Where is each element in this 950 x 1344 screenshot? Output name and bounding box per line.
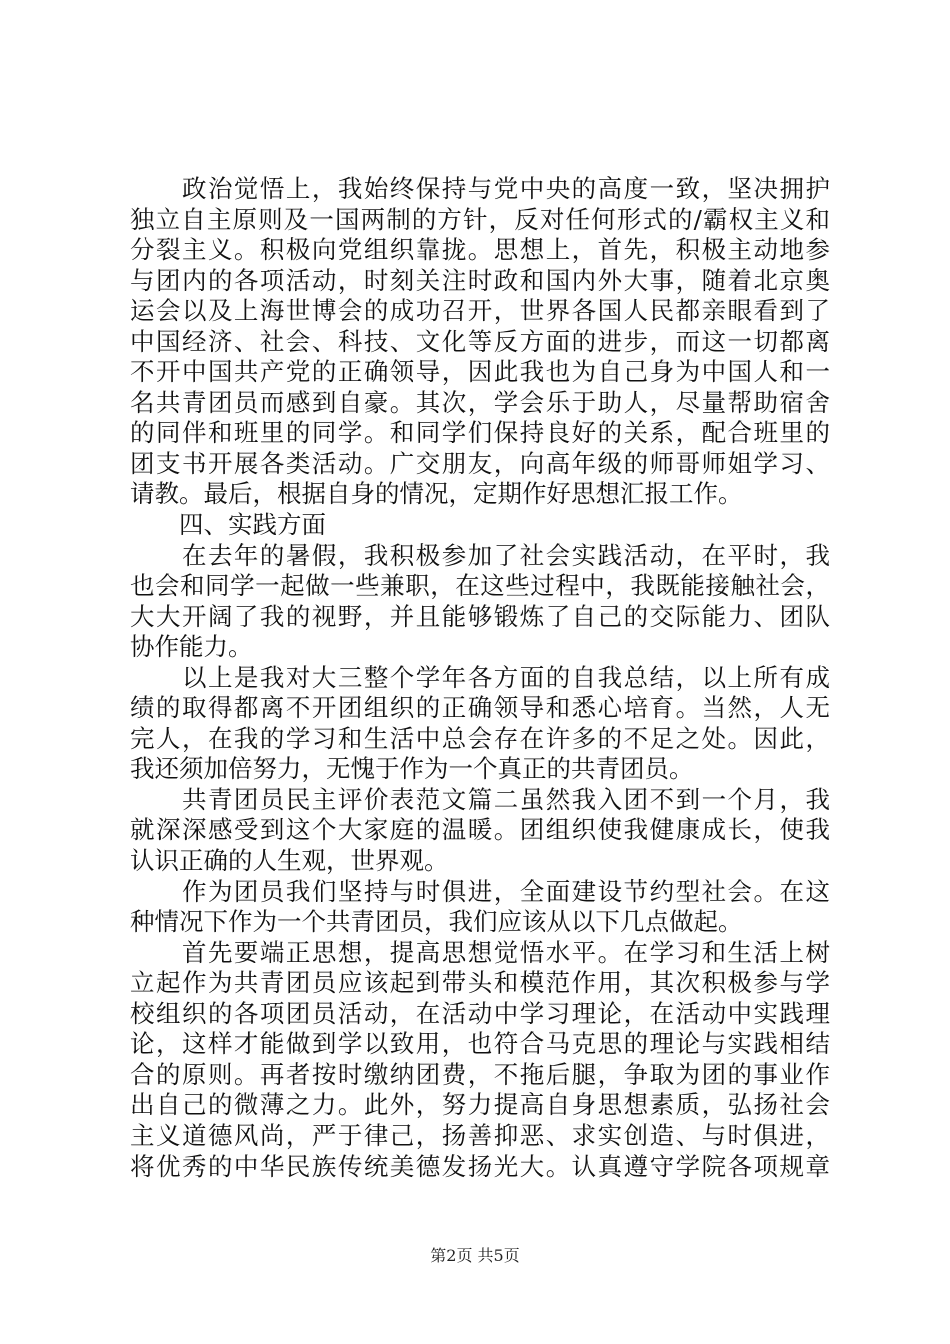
text-line: 团支书开展各类活动。广交朋友，向高年级的师哥师姐学习、 [130, 448, 830, 478]
text-line: 大大开阔了我的视野，并且能够锻炼了自己的交际能力、团队 [130, 601, 830, 631]
text-line: 完人，在我的学习和生活中总会存在许多的不足之处。因此， [130, 723, 830, 753]
text-line: 将优秀的中华民族传统美德发扬光大。认真遵守学院各项规章 [130, 1151, 830, 1181]
text-line: 的同伴和班里的同学。和同学们保持良好的关系，配合班里的 [130, 418, 830, 448]
text-line: 名共青团员而感到自豪。其次，学会乐于助人，尽量帮助宿舍 [130, 387, 830, 417]
text-line: 协作能力。 [130, 632, 253, 662]
text-line: 出自己的微薄之力。此外，努力提高自身思想素质，弘扬社会 [130, 1090, 830, 1120]
text-line: 种情况下作为一个共青团员，我们应该从以下几点做起。 [130, 907, 743, 937]
text-line: 首先要端正思想，提高思想觉悟水平。在学习和生活上树 [130, 937, 830, 967]
text-line: 在去年的暑假，我积极参加了社会实践活动，在平时，我 [130, 540, 830, 570]
text-line: 认识正确的人生观，世界观。 [130, 846, 449, 876]
text-line: 论，这样才能做到学以致用，也符合马克思的理论与实践相结 [130, 1029, 830, 1059]
text-line: 合的原则。再者按时缴纳团费，不拖后腿，争取为团的事业作 [130, 1059, 830, 1089]
text-line: 四、实践方面 [130, 510, 326, 540]
text-line: 主义道德风尚，严于律己，扬善抑恶、求实创造、与时俱进， [130, 1120, 830, 1150]
text-line: 就深深感受到这个大家庭的温暖。团组织使我健康成长，使我 [130, 815, 830, 845]
text-line: 共青团员民主评价表范文篇二虽然我入团不到一个月，我 [130, 784, 830, 814]
text-line: 也会和同学一起做一些兼职，在这些过程中，我既能接触社会， [130, 571, 830, 601]
text-line: 请教。最后，根据自身的情况，定期作好思想汇报工作。 [130, 479, 743, 509]
text-line: 我还须加倍努力，无愧于作为一个真正的共青团员。 [130, 754, 694, 784]
text-line: 与团内的各项活动，时刻关注时政和国内外大事，随着北京奥 [130, 265, 830, 295]
text-line: 立起作为共青团员应该起到带头和模范作用，其次积极参与学 [130, 968, 830, 998]
text-line: 作为团员我们坚持与时俱进，全面建设节约型社会。在这 [130, 876, 830, 906]
text-line: 不开中国共产党的正确领导，因此我也为自己身为中国人和一 [130, 357, 830, 387]
page-footer: 第2页 共5页 [430, 1246, 520, 1265]
text-line: 政治觉悟上，我始终保持与党中央的高度一致，坚决拥护 [130, 174, 830, 203]
text-line: 以上是我对大三整个学年各方面的自我总结，以上所有成 [130, 662, 830, 692]
document-body [130, 174, 830, 1182]
text-line: 分裂主义。积极向党组织靠拢。思想上，首先，积极主动地参 [130, 235, 830, 265]
text-line: 绩的取得都离不开团组织的正确领导和悉心培育。当然，人无 [130, 693, 830, 723]
text-line: 独立自主原则及一国两制的方针，反对任何形式的/霸权主义和 [130, 204, 830, 234]
text-line: 校组织的各项团员活动，在活动中学习理论，在活动中实践理 [130, 998, 830, 1028]
text-line: 中国经济、社会、科技、文化等反方面的进步，而这一切都离 [130, 326, 830, 356]
text-line: 运会以及上海世博会的成功召开，世界各国人民都亲眼看到了 [130, 296, 830, 326]
